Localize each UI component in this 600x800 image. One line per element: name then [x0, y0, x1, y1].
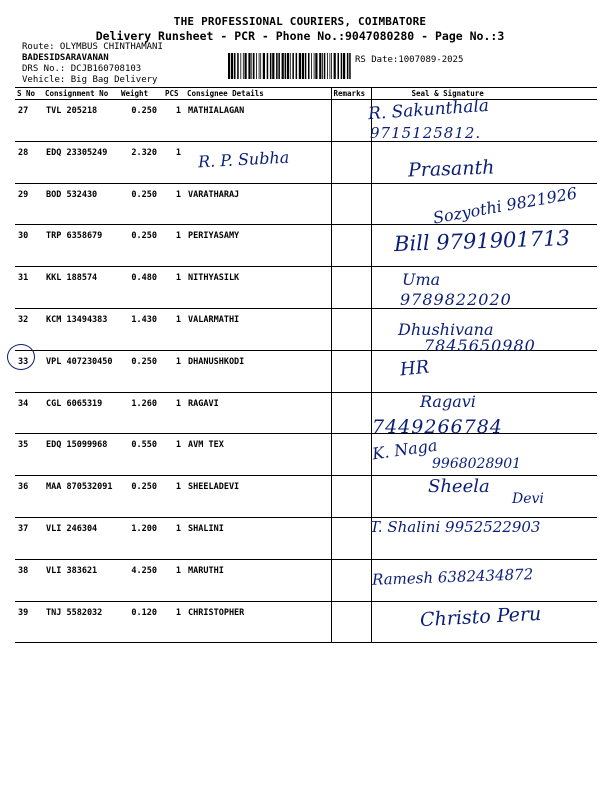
barcode-bar: [314, 53, 315, 79]
row-pcs: 1: [163, 392, 185, 434]
table-row: [15, 392, 597, 434]
row-sno: 36: [15, 476, 43, 518]
row-consignment: VLI 246304: [43, 517, 119, 559]
barcode-bar: [331, 53, 332, 79]
row-remarks: [331, 601, 371, 643]
row-consignment: VPL 407230450: [43, 350, 119, 392]
row-pcs: 1: [163, 476, 185, 518]
row-consignment: TVL 205218: [43, 100, 119, 142]
handwriting-31-name: Uma: [402, 270, 441, 289]
header-seal: Seal & Signature: [371, 88, 597, 100]
vehicle-label: Vehicle: Big Bag Delivery: [22, 75, 158, 85]
handwriting-35-phone: 9968028901: [432, 456, 522, 472]
barcode-bar: [349, 53, 351, 79]
barcode-bar: [296, 53, 298, 79]
row-sno: 35: [15, 434, 43, 476]
barcode-bar: [256, 53, 257, 79]
barcode-bar: [330, 53, 331, 79]
row-sno: 31: [15, 267, 43, 309]
row-sno: 37: [15, 517, 43, 559]
row-pcs: 1: [163, 225, 185, 267]
row-consignee: NITHYASILK: [185, 267, 331, 309]
barcode-bar: [299, 53, 301, 79]
barcode-bar: [305, 53, 307, 79]
handwriting-32-name: Dhushivana: [398, 320, 494, 339]
row-pcs: 1: [163, 183, 185, 225]
row-sno: 33: [15, 350, 43, 392]
header-pcs: PCS: [163, 88, 185, 100]
handwriting-27-name: R. Sakunthala: [367, 95, 490, 125]
barcode-bar: [270, 53, 272, 79]
row-sno: 28: [15, 141, 43, 183]
sno-circle-mark: [7, 344, 35, 370]
barcode-bar: [260, 53, 261, 79]
row-consignment: KKL 188574: [43, 267, 119, 309]
row-weight: 0.250: [119, 350, 163, 392]
runsheet-table: [15, 87, 597, 643]
barcode-bar: [228, 53, 230, 79]
row-weight: 0.550: [119, 434, 163, 476]
row-consignee: MATHIALAGAN: [185, 100, 331, 142]
barcode-bar: [285, 53, 287, 79]
barcode-bar: [251, 53, 252, 79]
row-sno: 34: [15, 392, 43, 434]
barcode-bar: [292, 53, 294, 79]
barcode-bar: [327, 53, 328, 79]
table-row: [15, 100, 597, 142]
route-label: Route: OLYMBUS CHINTHAMANI: [22, 42, 163, 52]
barcode-bar: [278, 53, 280, 79]
row-weight: 0.250: [119, 183, 163, 225]
row-remarks: [331, 434, 371, 476]
row-consignment: CGL 6065319: [43, 392, 119, 434]
handwriting-39: Christo Peru: [419, 602, 542, 632]
row-consignee: DHANUSHKODI: [185, 350, 331, 392]
row-consignment: BOD 532430: [43, 183, 119, 225]
row-sno: 39: [15, 601, 43, 643]
row-sno: 38: [15, 559, 43, 601]
header-consignment: Consignment No: [43, 88, 119, 100]
barcode-bar: [322, 53, 323, 79]
barcode-bar: [287, 53, 289, 79]
barcode-bar: [276, 53, 278, 79]
row-consignee: PERIYASAMY: [185, 225, 331, 267]
row-remarks: [331, 559, 371, 601]
staff-label: BADESIDSARAVANAN: [22, 53, 109, 63]
header-remarks: Remarks: [331, 88, 371, 100]
handwriting-36-surname: Devi: [512, 491, 544, 507]
barcode-bar: [347, 53, 349, 79]
row-consignee: RAGAVI: [185, 392, 331, 434]
table-row: [15, 476, 597, 518]
handwriting-31-phone: 9789822020: [400, 290, 512, 309]
row-weight: 0.250: [119, 100, 163, 142]
header-sno: S No: [15, 88, 43, 100]
row-weight: 4.250: [119, 559, 163, 601]
row-consignee: CHRISTOPHER: [185, 601, 331, 643]
row-consignee: VARATHARAJ: [185, 183, 331, 225]
row-pcs: 1: [163, 434, 185, 476]
barcode-bar: [231, 53, 233, 79]
row-remarks: [331, 517, 371, 559]
row-consignment: EDQ 23305249: [43, 141, 119, 183]
table-header-row: [15, 88, 597, 100]
row-weight: 0.250: [119, 225, 163, 267]
table-row: [15, 350, 597, 392]
row-consignee: AVM TEX: [185, 434, 331, 476]
row-remarks: [331, 141, 371, 183]
handwriting-28-name: R. P. Subha: [197, 147, 290, 172]
row-consignment: MAA 870532091: [43, 476, 119, 518]
handwriting-34-phone: 7449266784: [372, 416, 503, 438]
barcode-bar: [341, 53, 343, 79]
barcode-bar: [267, 53, 269, 79]
barcode-bar: [248, 53, 250, 79]
row-consignment: TNJ 5582032: [43, 601, 119, 643]
row-sno: 27: [15, 100, 43, 142]
row-remarks: [331, 100, 371, 142]
row-weight: 0.120: [119, 601, 163, 643]
barcode-bar: [319, 53, 321, 79]
row-remarks: [331, 267, 371, 309]
row-weight: 2.320: [119, 141, 163, 183]
barcode-bar: [290, 53, 291, 79]
row-remarks: [331, 350, 371, 392]
header-weight: Weight: [119, 88, 163, 100]
barcode-bar: [237, 53, 239, 79]
row-consignee: SHALINI: [185, 517, 331, 559]
barcode-bar: [282, 53, 284, 79]
handwriting-38: Ramesh 6382434872: [371, 565, 534, 589]
row-sno: 29: [15, 183, 43, 225]
row-remarks: [331, 183, 371, 225]
row-weight: 1.260: [119, 392, 163, 434]
barcode-bar: [240, 53, 241, 79]
barcode-bar: [259, 53, 260, 79]
handwriting-32-phone: 7845650980: [424, 336, 536, 355]
row-consignee: MARUTHI: [185, 559, 331, 601]
row-weight: 0.250: [119, 476, 163, 518]
barcode-bar: [263, 53, 265, 79]
row-pcs: 1: [163, 601, 185, 643]
row-remarks: [331, 308, 371, 350]
rs-date: RS Date:1007089-2025: [355, 55, 464, 65]
row-pcs: 1: [163, 141, 185, 183]
row-pcs: 1: [163, 100, 185, 142]
row-remarks: [331, 476, 371, 518]
row-consignment: TRP 6358679: [43, 225, 119, 267]
row-weight: 1.200: [119, 517, 163, 559]
handwriting-34-name: Ragavi: [420, 392, 476, 411]
handwriting-27-phone: 9715125812.: [370, 124, 482, 142]
handwriting-35-name: K. Naga: [370, 435, 439, 464]
barcode-bar: [234, 53, 236, 79]
row-weight: 1.430: [119, 308, 163, 350]
handwriting-29: Sozyothi 9821926: [431, 183, 579, 228]
row-pcs: 1: [163, 517, 185, 559]
barcode-bar: [245, 53, 247, 79]
barcode-bar: [338, 53, 340, 79]
row-pcs: 1: [163, 267, 185, 309]
handwriting-30: Bill 9791901713: [393, 225, 571, 257]
runsheet-subtitle: Delivery Runsheet - PCR - Phone No.:9047080280 - Page No.:3: [95, 29, 505, 43]
barcode-bar: [308, 53, 310, 79]
document-title: THE PROFESSIONAL COURIERS, COIMBATORE: [173, 15, 427, 28]
row-sno: 30: [15, 225, 43, 267]
row-consignment: EDQ 15099968: [43, 434, 119, 476]
barcode-bar: [343, 53, 345, 79]
row-pcs: 1: [163, 350, 185, 392]
barcode-bar: [253, 53, 255, 79]
row-pcs: 1: [163, 308, 185, 350]
row-consignee: SHEELADEVI: [185, 476, 331, 518]
barcode-bar: [302, 53, 304, 79]
barcode-bar: [315, 53, 317, 79]
row-remarks: [331, 392, 371, 434]
row-pcs: 1: [163, 559, 185, 601]
row-consignment: VLI 383621: [43, 559, 119, 601]
drs-number: DRS No.: DCJB160708103: [22, 64, 142, 74]
handwriting-37: T. Shalini 9952522903: [370, 518, 541, 536]
barcode-bar: [272, 53, 274, 79]
row-consignment: KCM 13494383: [43, 308, 119, 350]
header-consignee: Consignee Details: [185, 88, 331, 100]
barcode: [228, 53, 352, 79]
barcode-bar: [334, 53, 336, 79]
row-weight: 0.480: [119, 267, 163, 309]
handwriting-28-sig: Prasanth: [407, 156, 495, 182]
table-row: [15, 141, 597, 183]
row-sno: 32: [15, 308, 43, 350]
handwriting-33: HR: [398, 356, 431, 381]
handwriting-36-name: Sheela: [428, 476, 490, 497]
barcode-bar: [243, 53, 244, 79]
row-remarks: [331, 225, 371, 267]
barcode-bar: [324, 53, 326, 79]
row-consignee: VALARMATHI: [185, 308, 331, 350]
barcode-bar: [311, 53, 312, 79]
